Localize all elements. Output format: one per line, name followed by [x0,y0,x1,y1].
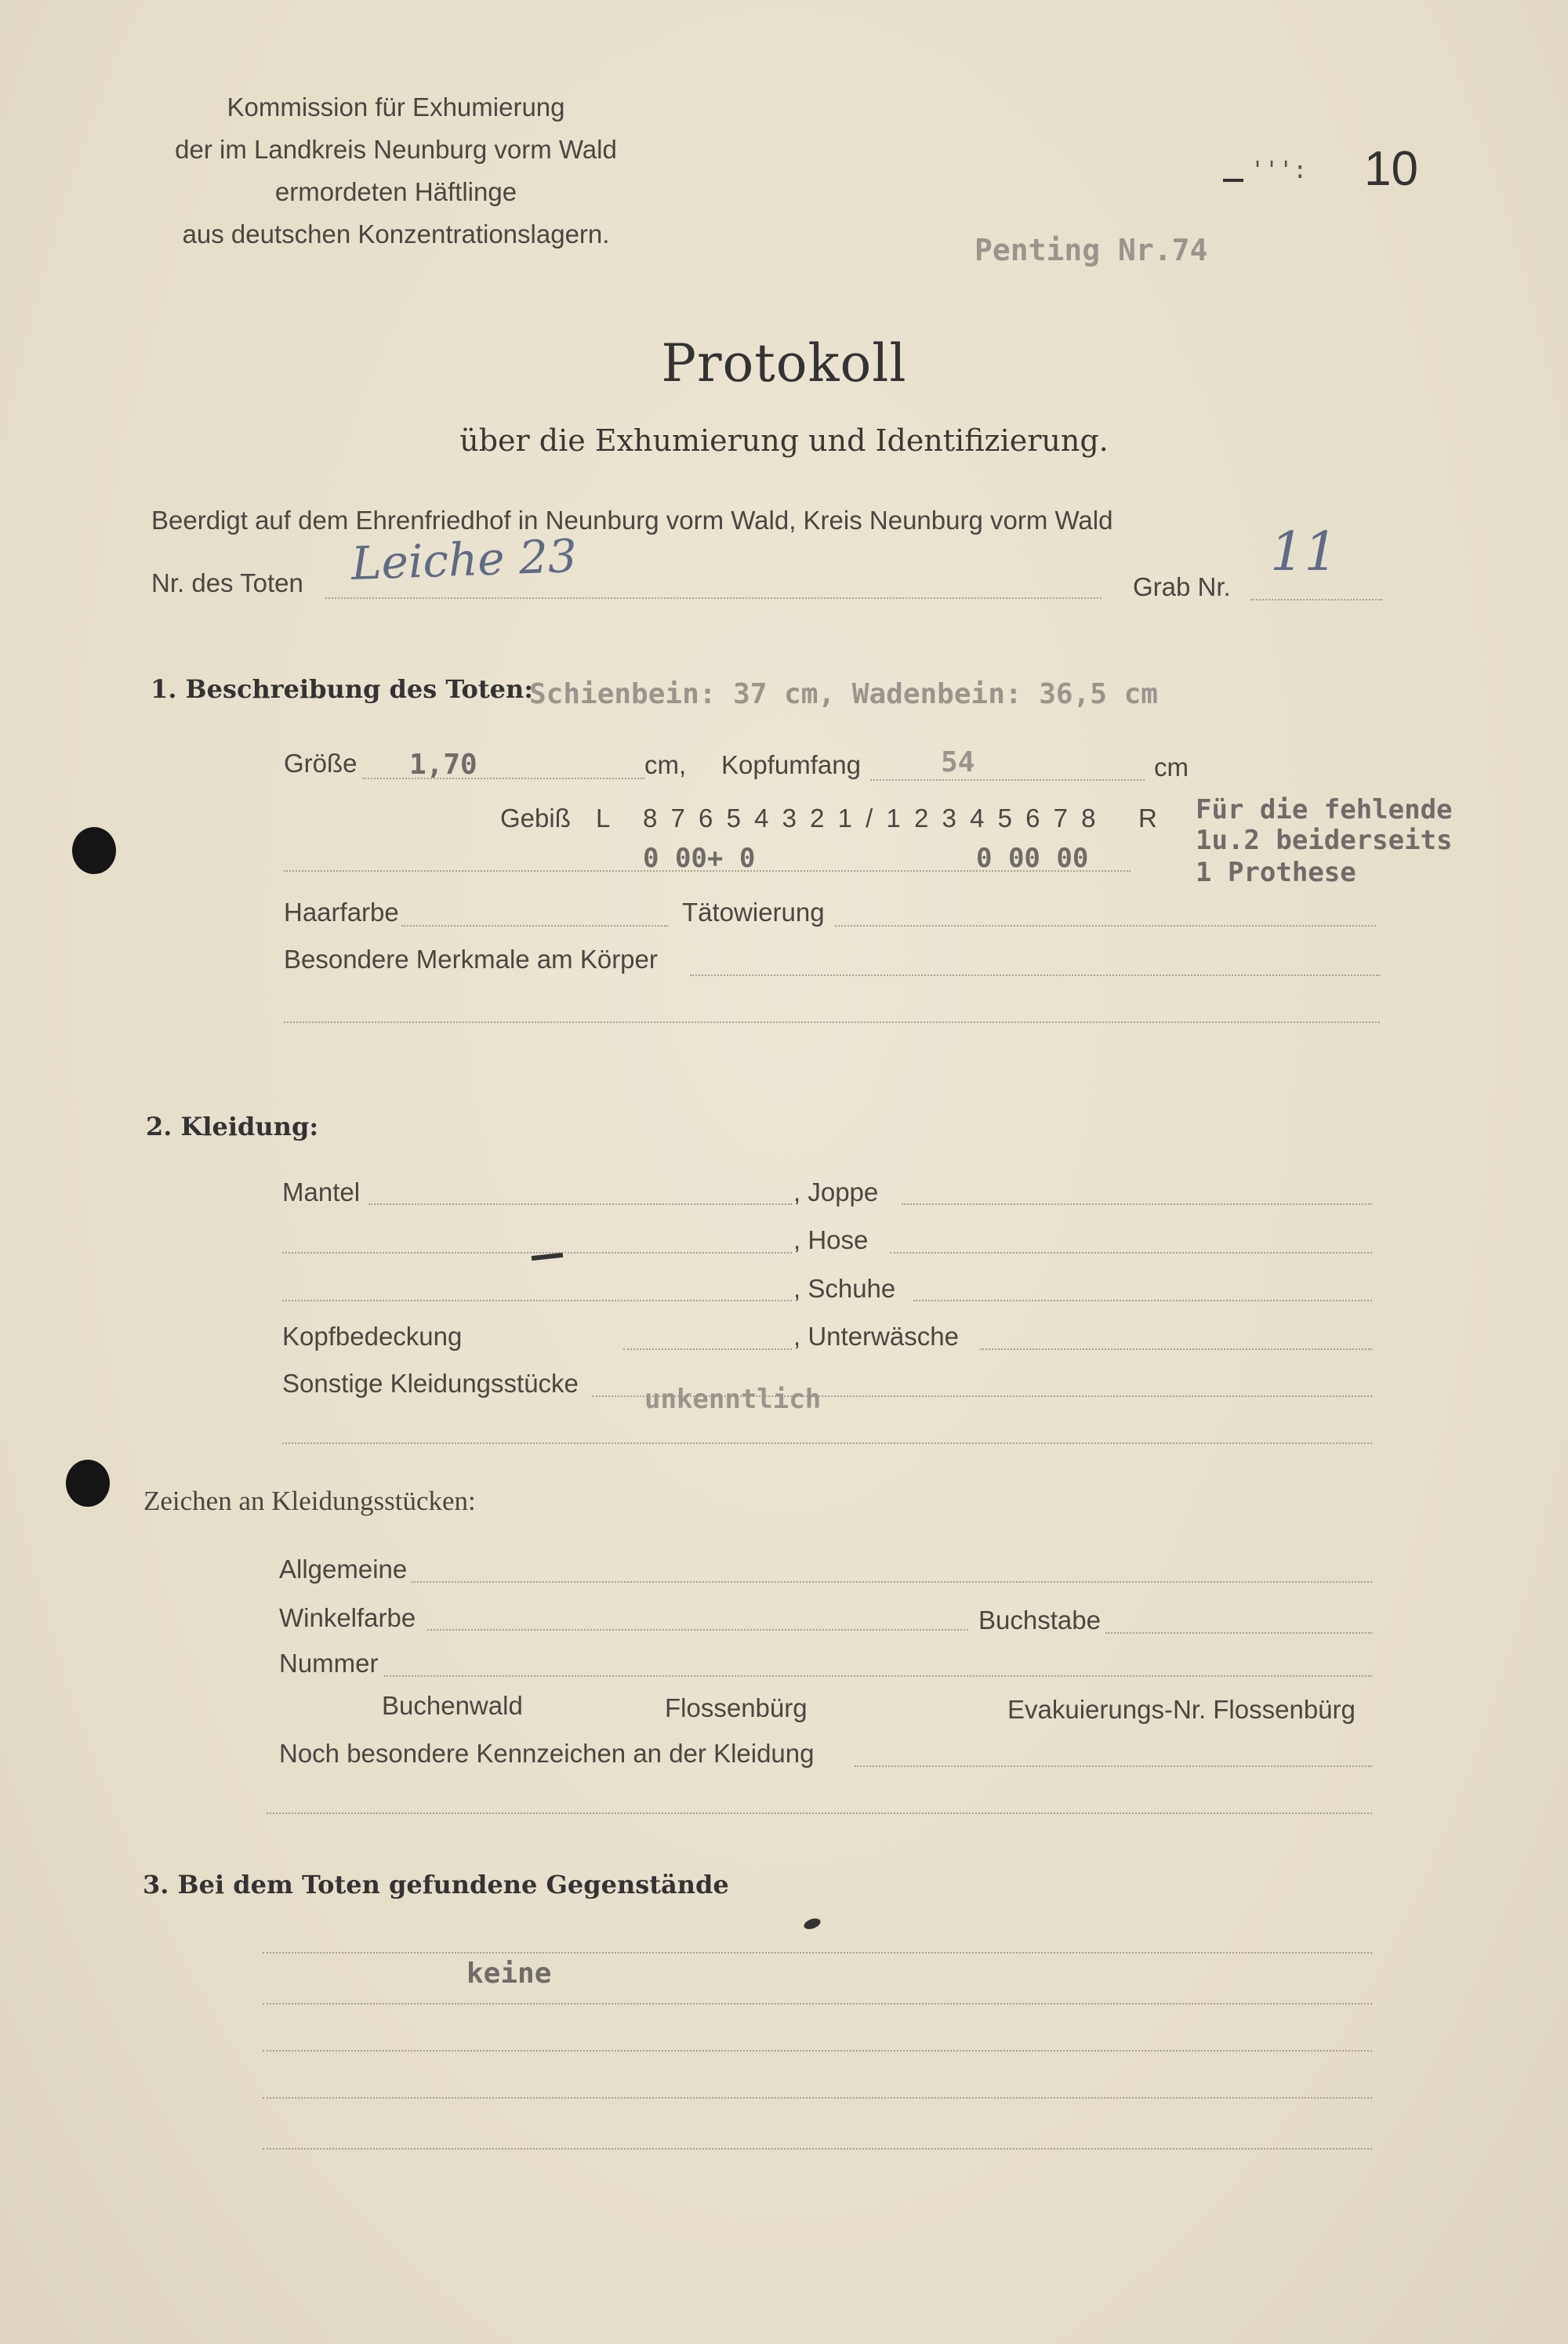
nr-value: Leiche 23 [350,528,578,591]
items-dotted-line-4 [263,2097,1372,2099]
gebiss-note-line: 1u.2 beiderseits [1196,825,1453,856]
commission-header [145,86,647,256]
page-subtitle: über die Exhumierung und Identifizierung. [459,423,1109,458]
ink-mark [532,1253,563,1261]
mantel-dotted-line [368,1203,792,1205]
joppe-dotted-line [902,1203,1372,1205]
groesse-value: 1,70 [409,749,477,781]
groesse-label: Größe [284,749,358,778]
gebiss-teeth: 8 7 6 5 4 3 2 1 / 1 2 3 4 5 6 7 8 [643,804,1099,833]
header-line: Kommission für Exhumierung [227,93,565,122]
kopfbedeckung-dotted-line [623,1348,792,1350]
gebiss-note-line: 1 Prothese [1196,857,1356,888]
buchenwald-label: Buchenwald [382,1691,523,1720]
taetowierung-label: Tätowierung [682,898,825,927]
evakuierung-label: Evakuierungs-Nr. Flossenbürg [1007,1695,1356,1724]
zeichen-heading: Zeichen an Kleidungsstücken: [143,1486,476,1516]
hose-dotted-line [890,1252,1372,1254]
gebiss-marks-right: 0 00 00 [976,843,1089,874]
taetowierung-dotted-line [835,925,1376,927]
sonstige-dotted-line-2 [282,1442,1372,1444]
punch-hole-top [72,827,116,874]
kennzeichen-dotted-line [855,1765,1372,1767]
gebiss-note-line: Für die fehlende [1196,794,1453,825]
section3-heading: 3. Bei dem Toten gefundene Gegenstände [143,1870,729,1900]
allgemeine-label: Allgemeine [279,1555,408,1584]
gebiss-dotted-line [284,870,1131,872]
haarfarbe-label: Haarfarbe [284,898,399,927]
sonstige-value: unkenntlich [644,1384,822,1415]
schuhe-dotted-line [913,1300,1372,1301]
grab-value: 11 [1270,521,1338,583]
dotted-marks: ''': [1250,157,1308,184]
nr-dotted-line [325,597,1102,599]
header-line: ermordeten Häftlinge [274,177,517,206]
schuhe-label: , Schuhe [793,1274,896,1303]
nr-label: Nr. des Toten [151,568,303,597]
page-number: 10 [1364,142,1418,196]
merkmale-dotted-line [690,974,1380,976]
cm-label: cm [1154,753,1189,782]
grab-label: Grab Nr. [1133,572,1231,601]
unterwaesche-dotted-line [980,1348,1372,1350]
buchstabe-label: Buchstabe [978,1606,1101,1635]
flossenbuerg-label: Flossenbürg [665,1693,808,1722]
kopfumfang-value: 54 [941,746,975,778]
items-dotted-line-3 [263,2050,1372,2052]
schuhe-left-dotted-line [282,1300,792,1301]
hose-left-dotted-line [282,1252,792,1254]
gebiss-l: L [596,804,611,833]
cm-label: cm, [644,750,687,779]
items-dotted-line-1 [263,1952,1372,1954]
gebiss-marks-left: 0 00+ 0 [643,843,756,874]
merkmale-dotted-line-2 [284,1021,1380,1023]
gebiss-label: Gebiß [500,804,571,833]
gebiss-r: R [1138,804,1157,833]
unterwaesche-label: , Unterwäsche [793,1322,959,1351]
ink-spot [803,1917,822,1932]
stamp-reference: Penting Nr.74 [975,233,1208,267]
kopfumfang-label: Kopfumfang [721,750,861,779]
kennzeichen-label: Noch besondere Kennzeichen an der Kleidung [279,1739,815,1768]
hose-label: , Hose [793,1225,869,1254]
section1-heading: 1. Beschreibung des Toten: [151,674,534,704]
section2-heading: 2. Kleidung: [146,1112,319,1141]
winkelfarbe-label: Winkelfarbe [279,1603,416,1632]
kopfbedeckung-label: Kopfbedeckung [282,1322,463,1351]
typed-measurements: Schienbein: 37 cm, Wadenbein: 36,5 cm [529,678,1158,710]
groesse-dotted-line [362,778,644,779]
buchstabe-dotted-line [1105,1632,1372,1634]
punch-hole-bottom [66,1460,110,1507]
sonstige-label: Sonstige Kleidungsstücke [282,1369,579,1398]
header-line: aus deutschen Konzentrationslagern. [182,220,610,249]
nummer-dotted-line [384,1675,1372,1677]
kennzeichen-dotted-line-2 [267,1812,1372,1814]
items-value: keine [466,1958,552,1990]
merkmale-label: Besondere Merkmale am Körper [284,945,658,974]
header-line: der im Landkreis Neunburg vorm Wald [175,135,617,164]
joppe-label: , Joppe [793,1177,879,1206]
items-dotted-line-5 [263,2148,1372,2150]
nummer-label: Nummer [279,1649,379,1678]
allgemeine-dotted-line [412,1581,1372,1583]
haarfarbe-dotted-line [401,925,668,927]
mantel-label: Mantel [282,1177,361,1206]
winkelfarbe-dotted-line [427,1629,968,1631]
grab-dotted-line [1250,599,1382,601]
kopfumfang-dotted-line [870,779,1145,781]
page-title: Protokoll [661,333,907,394]
fold-mark [1223,179,1243,182]
burial-line: Beerdigt auf dem Ehrenfriedhof in Neunburg vorm Wald, Kreis Neunburg vorm Wald [151,506,1113,535]
items-dotted-line-2 [263,2003,1372,2005]
